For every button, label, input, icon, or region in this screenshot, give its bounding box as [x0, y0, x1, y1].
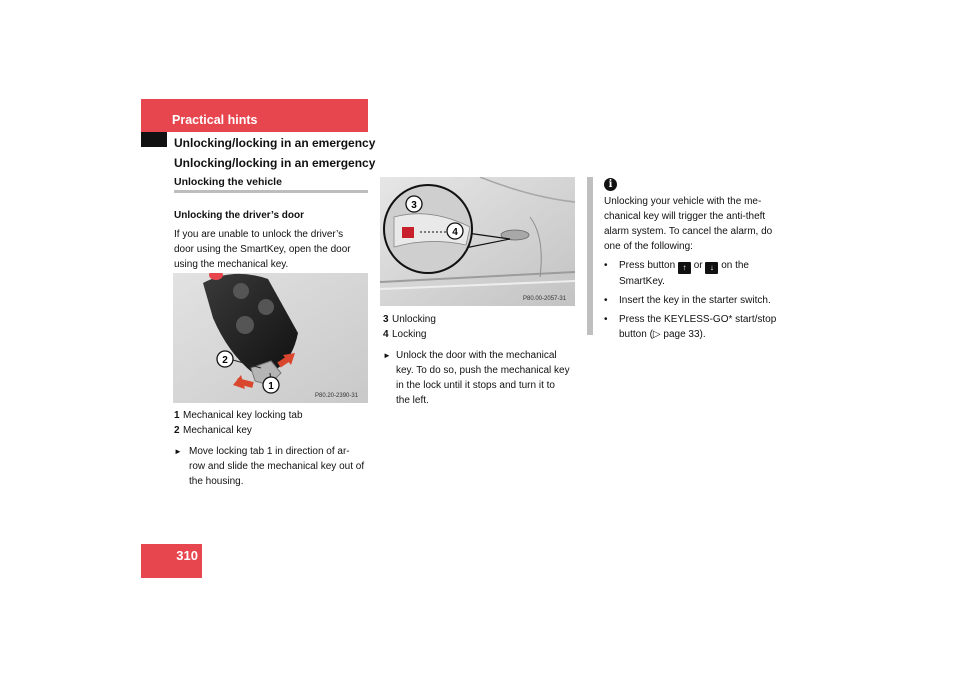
- intro-line: door using the SmartKey, open the door: [174, 244, 351, 255]
- header-subsection-title: Unlocking/locking in an emergency: [174, 136, 376, 150]
- callout-2-label: 2: [222, 355, 228, 366]
- legend-item: 4 Locking: [383, 329, 427, 340]
- intro-line: using the mechanical key.: [174, 259, 289, 270]
- step-item: ► Move locking tab 1 in direction of ar- row and slide the mechanical key out of the housing.: [174, 446, 365, 487]
- page-number: 310: [176, 548, 198, 563]
- info-bullet: • Press button ↑ or ↓ on the SmartKey.: [604, 260, 749, 287]
- step-arrow-icon: ►: [383, 351, 391, 360]
- door-lock-figure: [380, 177, 575, 306]
- door-lock-illustration: [380, 177, 575, 306]
- driver-door-intro: [174, 227, 369, 272]
- column-2-legend: [383, 312, 578, 408]
- page-number-box: [141, 544, 202, 578]
- info-bullet: • Insert the key in the starter switch.: [604, 295, 771, 306]
- step-arrow-icon: ►: [174, 447, 182, 456]
- info-line: alarm system. To cancel the alarm, do: [604, 226, 773, 237]
- callout-1-label: 1: [268, 381, 274, 392]
- step-item: ► Unlock the door with the mechanical key. To do so, push the mechanical key in the lock until it stops and turn it to the left.: [383, 350, 570, 406]
- column-1-legend: [174, 408, 369, 489]
- legend-item: 1 Mechanical key locking tab: [174, 410, 303, 421]
- header-section-bar: [141, 99, 368, 132]
- info-sidebar-bar: [587, 177, 593, 335]
- info-text: [604, 194, 789, 342]
- header-section-title: Practical hints: [172, 113, 258, 127]
- smartkey-illustration: [173, 273, 368, 403]
- section-title: Unlocking/locking in an emergency: [174, 156, 376, 170]
- column-1-text: [174, 208, 369, 272]
- lock-cylinder: [402, 227, 414, 238]
- callout-3-label: 3: [411, 200, 417, 211]
- subsection-title: Unlocking the vehicle: [174, 176, 282, 188]
- info-icon: i: [604, 178, 617, 191]
- unlock-button-icon: ↑: [678, 262, 691, 274]
- lock-button-icon: ↓: [705, 262, 718, 274]
- legend-item: 3 Unlocking: [383, 314, 436, 325]
- info-line: chanical key will trigger the anti-theft: [604, 211, 766, 222]
- door-lock-figure-code: P80.00-2057-31: [523, 296, 567, 302]
- legend-item: 2 Mechanical key: [174, 425, 252, 436]
- smartkey-figure: [173, 273, 368, 403]
- subsection-rule: [174, 190, 368, 193]
- info-line: one of the following:: [604, 241, 693, 252]
- info-line: Unlocking your vehicle with the me-: [604, 196, 762, 207]
- info-bullet: • Press the KEYLESS-GO* start/stop button (▷ page 33).: [604, 314, 777, 340]
- header-marker: [141, 132, 167, 147]
- smartkey-figure-code: P80.20-2390-31: [315, 393, 359, 399]
- driver-door-heading: Unlocking the driver’s door: [174, 210, 305, 221]
- callout-4-label: 4: [452, 227, 458, 238]
- intro-line: If you are unable to unlock the driver’s: [174, 229, 344, 240]
